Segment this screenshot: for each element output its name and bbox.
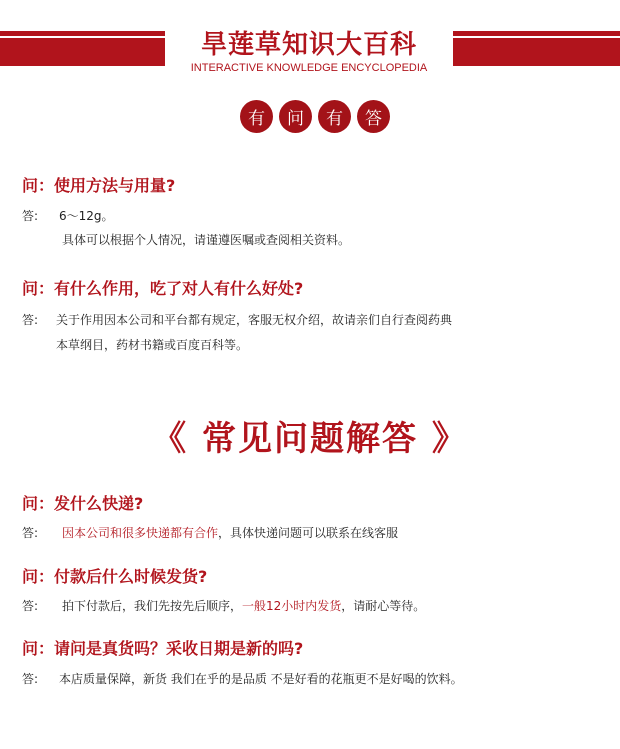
answer-line: 6～12g。: [59, 209, 114, 223]
answer-label: 答:: [22, 526, 39, 540]
faq-title: 《 常见问题解答 》: [152, 419, 468, 459]
question-authenticity: 问：请问是真货吗？采收日期是新的吗?: [22, 639, 304, 658]
answer-effects: [22, 311, 602, 351]
qa-badges: [240, 100, 390, 133]
page-title: 旱莲草知识大百科: [200, 30, 417, 60]
question-usage: 问：使用方法与用量?: [22, 176, 176, 195]
answer-line: [62, 597, 425, 614]
answer-rest: ，具体快递问题可以联系在线客服: [218, 526, 399, 540]
answer-line: 具体可以根据个人情况，请谨遵医嘱或查阅相关资料。: [62, 233, 351, 247]
answer-label: 答:: [22, 672, 39, 686]
answer-courier: [22, 524, 602, 544]
answer-line: 关于作用因本公司和平台都有规定，客服无权介绍，故请亲们自行查阅药典: [56, 313, 453, 327]
answer-label: 答:: [22, 209, 39, 223]
question-courier: 问：发什么快递?: [22, 494, 144, 513]
answer-line: 本草纲目，药材书籍或百度百科等。: [56, 338, 249, 352]
badge: 问: [279, 100, 312, 133]
header-bar-left: [0, 31, 165, 66]
answer-usage: [22, 207, 602, 247]
answer-label: 答:: [22, 313, 39, 327]
badge: 答: [357, 100, 390, 133]
header-bar-right: [453, 31, 620, 66]
answer-authenticity: [22, 670, 602, 690]
page-subtitle: INTERACTIVE KNOWLEDGE ENCYCLOPEDIA: [190, 62, 428, 74]
badge: 有: [240, 100, 273, 133]
answer-label: 答:: [22, 599, 39, 613]
answer-line: 本店质量保障，新货 我们在乎的是品质 不是好看的花瓶更不是好喝的饮料。: [59, 672, 463, 686]
answer-highlight: 因本公司和很多快递都有合作: [62, 526, 219, 540]
question-effects: 问：有什么作用，吃了对人有什么好处?: [22, 279, 304, 298]
question-shipping-time: 问：付款后什么时候发货?: [22, 567, 208, 586]
answer-before: 拍下付款后，我们先按先后顺序，: [62, 599, 243, 613]
answer-line: [62, 524, 398, 541]
answer-shipping-time: [22, 597, 602, 617]
badge: 有: [318, 100, 351, 133]
answer-after: ，请耐心等待。: [341, 599, 426, 613]
answer-highlight: 一般12小时内发货: [242, 599, 342, 613]
